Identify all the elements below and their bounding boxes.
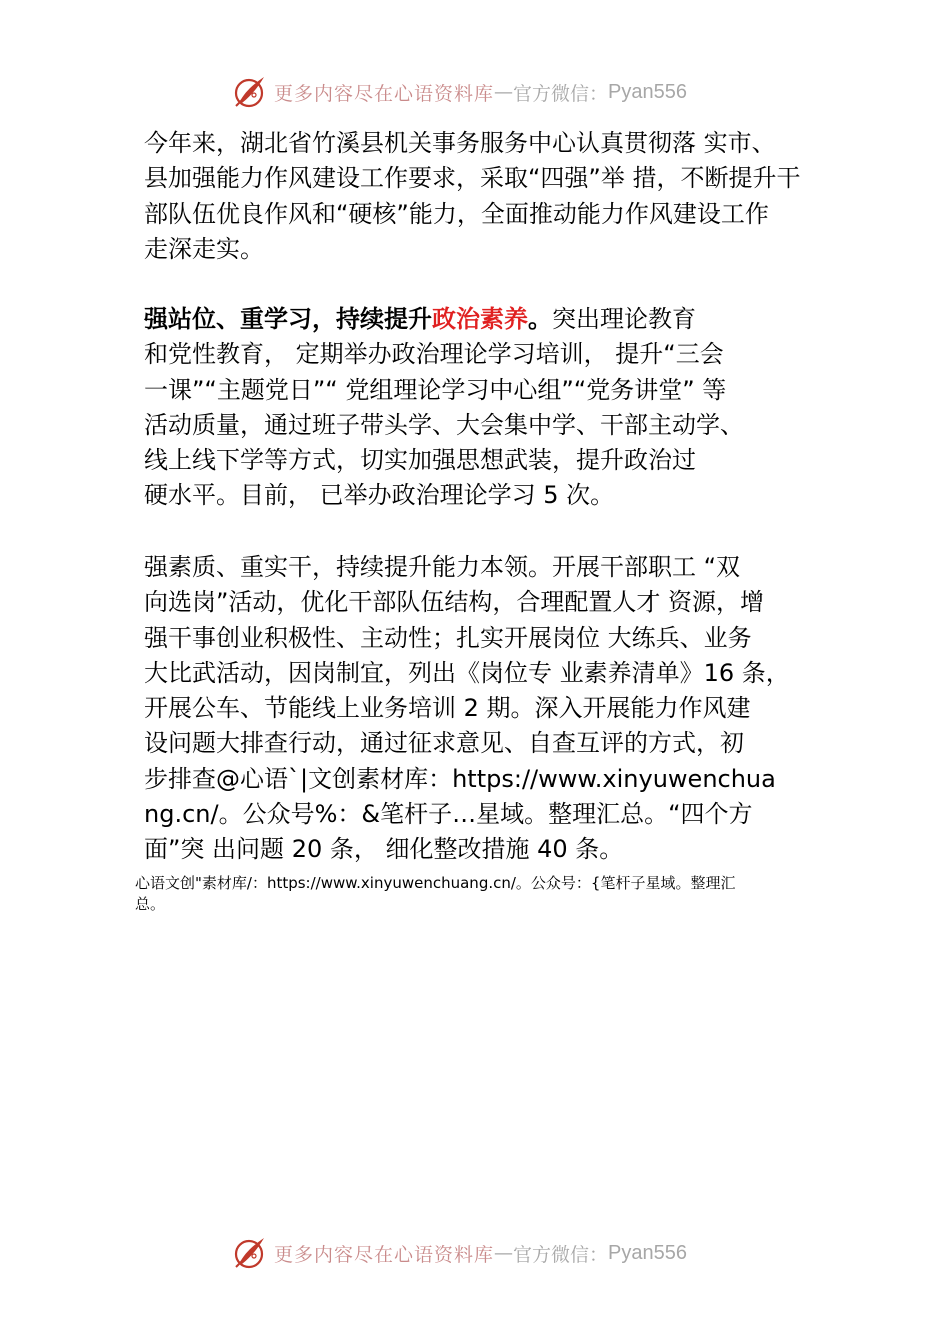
paragraph-political bbox=[144, 302, 834, 514]
banner-wechat-label: 官方微信： bbox=[513, 82, 609, 105]
text-line: 县加强能力作风建设工作要求，采取“四强”举 措，不断提升干 bbox=[144, 164, 801, 193]
text-line: 一课”“主题党日”“ 党组理论学习中心组”“党务讲堂” 等 bbox=[144, 375, 727, 404]
text-line: 开展公车、节能线上业务培训 2 期。深入开展能力作风建 bbox=[144, 694, 751, 723]
banner-separator: — bbox=[494, 81, 514, 103]
text-line: ng.cn/。公众号%：&笔杆子…星域。整理汇总。“四个方 bbox=[144, 800, 753, 829]
text-line: 设问题大排查行动，通过征求意见、自查互评的方式，初 bbox=[144, 729, 744, 758]
header-banner bbox=[230, 72, 687, 112]
banner-text: 更多内容尽在心语资料库 bbox=[274, 1243, 495, 1266]
text-line: 活动质量，通过班子带头学、大会集中学、干部主动学、 bbox=[144, 410, 744, 439]
text-line: 强素质、重实干，持续提升能力本领。开展干部职工 “双 bbox=[144, 553, 741, 581]
text-line: 和党性教育， 定期举办政治理论学习培训， 提升“三会 bbox=[144, 340, 724, 369]
banner-wechat-label: 官方微信： bbox=[513, 1243, 609, 1266]
footnote-line: 心语文创"素材库/：https://www.xinyuwenchuang.cn/。公众号：{笔杆子星域。整理汇 bbox=[135, 874, 736, 892]
text-line: 部队伍优良作风和“硬核”能力，全面推动能力作风建设工作 bbox=[144, 199, 769, 228]
paragraph-ability bbox=[144, 550, 834, 868]
footnote bbox=[135, 873, 835, 915]
footnote-line: 总。 bbox=[135, 895, 166, 913]
text-line: 面”突 出问题 20 条， 细化整改措施 40 条。 bbox=[144, 835, 624, 864]
banner-separator: — bbox=[494, 1242, 514, 1264]
heading-punct: 。 bbox=[528, 305, 552, 333]
line-rest: 突出理论教育 bbox=[552, 305, 696, 333]
footer-banner bbox=[230, 1233, 687, 1273]
text-line bbox=[144, 302, 834, 337]
text-line: 强干事创业积极性、主动性；扎实开展岗位 大练兵、业务 bbox=[144, 623, 752, 652]
text-line: 步排查@心语`|文创素材库：https://www.xinyuwenchua bbox=[144, 764, 776, 793]
quill-logo-icon bbox=[230, 73, 268, 111]
text-line: 线上线下学等方式，切实加强思想武装，提升政治过 bbox=[144, 446, 696, 475]
text-line: 硬水平。目前， 已举办政治理论学习 5 次。 bbox=[144, 481, 615, 510]
banner-text: 更多内容尽在心语资料库 bbox=[274, 82, 495, 105]
banner-wechat-id: Pyan556 bbox=[608, 80, 687, 103]
text-line: 向选岗”活动，优化干部队伍结构，合理配置人才 资源，增 bbox=[144, 588, 765, 617]
paragraph-intro bbox=[144, 126, 834, 267]
quill-logo-icon bbox=[230, 1234, 268, 1272]
text-line: 走深走实。 bbox=[144, 234, 264, 263]
banner-wechat-id: Pyan556 bbox=[608, 1241, 687, 1264]
text-line: 今年来，湖北省竹溪县机关事务服务中心认真贯彻落 实市、 bbox=[144, 129, 776, 157]
text-line: 大比武活动，因岗制宜，列出《岗位专 业素养清单》16 条， bbox=[144, 658, 790, 687]
section-heading: 强站位、重学习，持续提升 bbox=[144, 305, 432, 333]
highlight-keyword: 政治素养 bbox=[432, 305, 528, 333]
